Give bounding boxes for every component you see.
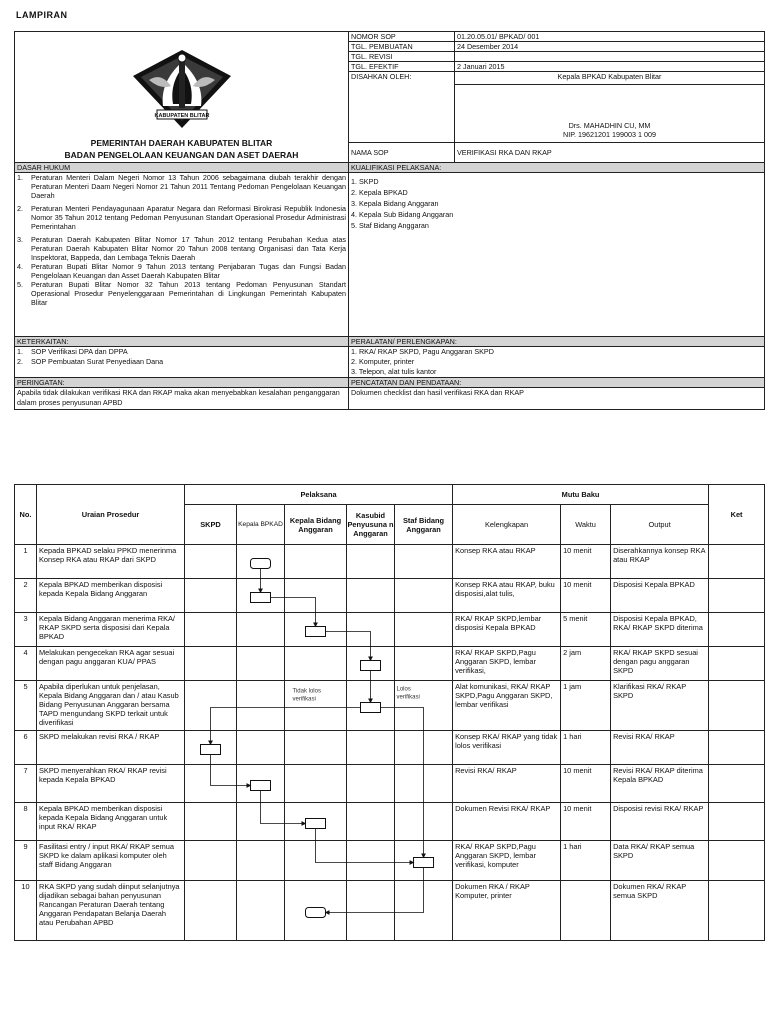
header-uraian: Uraian Prosedur [37, 485, 185, 545]
header-actor-kasubid: Kasubid Penyusuna n Anggaran [347, 505, 395, 545]
lane-kepala-bpkad [237, 647, 285, 681]
procedure-output: Disposisi revisi RKA/ RKAP [611, 803, 709, 841]
procedure-output: Disposisi Kepala BPKAD, RKA/ RKAP SKPD diterima [611, 613, 709, 647]
procedure-no: 9 [15, 841, 37, 881]
lane-skpd [185, 881, 237, 941]
lane-kepala-bpkad [237, 681, 285, 731]
nama-sop-label: NAMA SOP [349, 143, 455, 163]
procedure-ket [709, 613, 765, 647]
header-actor-staf: Staf Bidang Anggaran [395, 505, 453, 545]
kualifikasi-item: 4. Kepala Sub Bidang Anggaran [351, 210, 454, 219]
procedure-ket [709, 881, 765, 941]
procedure-kelengkapan: Alat komunikasi, RKA/ RKAP SKPD,Pagu Anggaran SKPD, lembar verifikasi [453, 681, 561, 731]
lane-kasubid [347, 579, 395, 613]
lane-skpd [185, 681, 237, 731]
lane-kasubid [347, 841, 395, 881]
dasar-hukum-item: 1. Peraturan Menteri Dalam Negeri Nomor 13 Tahun 2006 sebagaimana diubah terakhir dengan Peraturan Menteri Daam Negeri Nomor 21 Tahun 2011 Tentang Pedoman Pengelolaan Keuangan Daerah [17, 173, 346, 200]
lane-skpd [185, 613, 237, 647]
procedure-ket [709, 579, 765, 613]
lane-kasubid [347, 731, 395, 765]
lane-staf [395, 731, 453, 765]
meta-value-nomor: 01.20.05.01/ BPKAD/ 001 [455, 32, 765, 42]
procedure-row [15, 881, 765, 941]
signature-cell [455, 85, 765, 143]
disahkan-title: Kepala BPKAD Kabupaten Blitar [455, 72, 765, 85]
procedure-waktu: 10 menit [561, 803, 611, 841]
procedure-ket [709, 841, 765, 881]
lane-kepala-bpkad [237, 803, 285, 841]
peralatan-item: 3. Telepon, alat tulis kantor [351, 367, 437, 376]
procedure-ket [709, 803, 765, 841]
org-name-line1: PEMERINTAH DAERAH KABUPATEN BLITAR [90, 138, 273, 148]
header-actor-kepala-bpkad: Kepala BPKAD [237, 505, 285, 545]
procedure-uraian: Kepada BPKAD selaku PPKD menerinma Konsep RKA atau RKAP dari SKPD [37, 545, 185, 579]
lane-staf [395, 681, 453, 731]
procedure-no: 2 [15, 579, 37, 613]
procedure-uraian: Fasilitasi entry / input RKA/ RKAP semua SKPD ke dalam aplikasi komputer oleh staff Bidang Anggaran [37, 841, 185, 881]
peringatan-text: Apabila tidak dilakukan verifikasi RKA dan RKAP maka akan menyebabkan kesalahan penganggaran dalam proses penyusunan APBD [15, 388, 349, 410]
lane-staf [395, 803, 453, 841]
lane-kepala-bidang [285, 545, 347, 579]
peralatan-title: PERALATAN/ PERLENGKAPAN: [349, 337, 765, 347]
procedure-no: 5 [15, 681, 37, 731]
procedure-uraian: Kepala BPKAD memberikan disposisi kepada Kepala Bidang Anggaran untuk input RKA/ RKAP [37, 803, 185, 841]
header-waktu: Waktu [561, 505, 611, 545]
lane-kasubid [347, 681, 395, 731]
sop-header-table [14, 31, 765, 410]
procedure-uraian: Melakukan pengecekan RKA agar sesuai dengan pagu anggaran KUA/ PPAS [37, 647, 185, 681]
header-no: No. [15, 485, 37, 545]
lane-kepala-bidang [285, 647, 347, 681]
procedure-ket [709, 731, 765, 765]
procedure-output: Dokumen RKA/ RKAP semua SKPD [611, 881, 709, 941]
peralatan-item: 1. RKA/ RKAP SKPD, Pagu Anggaran SKPD [351, 347, 494, 356]
procedure-table [14, 484, 765, 941]
lane-skpd [185, 803, 237, 841]
flow-label-lolos: Lolos verifikasi [396, 686, 420, 701]
lane-kepala-bidang [285, 803, 347, 841]
lane-kasubid [347, 613, 395, 647]
peringatan-title: PERINGATAN: [15, 378, 349, 388]
procedure-uraian: Kepala BPKAD memberikan disposisi kepada Kepala Bidang Anggaran [37, 579, 185, 613]
lane-skpd [185, 647, 237, 681]
meta-value-efektif: 2 Januari 2015 [455, 62, 765, 72]
procedure-row [15, 647, 765, 681]
lane-skpd [185, 731, 237, 765]
procedure-kelengkapan: Konsep RKA atau RKAP, buku disposisi,alat tulis, [453, 579, 561, 613]
header-kelengkapan: Kelengkapan [453, 505, 561, 545]
procedure-kelengkapan: Konsep RKA atau RKAP [453, 545, 561, 579]
peralatan-item: 2. Komputer, printer [351, 357, 415, 366]
lane-kasubid [347, 881, 395, 941]
lane-kepala-bpkad [237, 881, 285, 941]
lane-kepala-bpkad [237, 731, 285, 765]
kualifikasi-item: 3. Kepala Bidang Anggaran [351, 199, 439, 208]
procedure-row [15, 765, 765, 803]
lane-kepala-bpkad [237, 765, 285, 803]
procedure-output: Diserahkannya konsep RKA atau RKAP [611, 545, 709, 579]
lane-staf [395, 765, 453, 803]
procedure-no: 8 [15, 803, 37, 841]
kualifikasi-list [349, 173, 765, 337]
disahkan-label: DISAHKAN OLEH: [349, 72, 455, 143]
procedure-row [15, 841, 765, 881]
signer-nip: NIP. 19621201 199003 1 009 [563, 130, 656, 139]
header-ket: Ket [709, 485, 765, 545]
lane-skpd [185, 765, 237, 803]
lane-kepala-bidang [285, 731, 347, 765]
lane-staf [395, 613, 453, 647]
dasar-hukum-title: DASAR HUKUM [15, 163, 349, 173]
procedure-uraian: SKPD melakukan revisi RKA / RKAP [37, 731, 185, 765]
procedure-row [15, 803, 765, 841]
lane-skpd [185, 545, 237, 579]
pencatatan-text: Dokumen checklist dan hasil verifikasi RKA dan RKAP [349, 388, 765, 410]
kualifikasi-item: 2. Kepala BPKAD [351, 188, 408, 197]
procedure-no: 6 [15, 731, 37, 765]
procedure-uraian: Apabila diperlukan untuk penjelasan, Kepala Bidang Anggaran dan / atau Kasub Bidang Penyusunan Anggaran bersama TAPD mengundang SKPD terkait untuk diverifikasi [37, 681, 185, 731]
kualifikasi-title: KUALIFIKASI PELAKSANA: [349, 163, 765, 173]
keterkaitan-title: KETERKAITAN: [15, 337, 349, 347]
procedure-kelengkapan: Revisi RKA/ RKAP [453, 765, 561, 803]
lane-staf [395, 647, 453, 681]
procedure-no: 1 [15, 545, 37, 579]
lane-kepala-bidang [285, 579, 347, 613]
lane-kepala-bidang [285, 881, 347, 941]
lane-staf [395, 841, 453, 881]
procedure-ket [709, 681, 765, 731]
procedure-output: RKA/ RKAP SKPD sesuai dengan pagu anggaran SKPD [611, 647, 709, 681]
procedure-waktu: 10 menit [561, 579, 611, 613]
lane-skpd [185, 579, 237, 613]
procedure-no: 7 [15, 765, 37, 803]
signer-name: Drs. MAHADHIN CU, MM [568, 121, 651, 130]
lane-kepala-bidang [285, 765, 347, 803]
keterkaitan-list [15, 347, 349, 378]
organization-cell [15, 32, 349, 163]
org-name-line2: BADAN PENGELOLAAN KEUANGAN DAN ASET DAERAH [64, 150, 299, 160]
peralatan-list [349, 347, 765, 378]
procedure-ket [709, 545, 765, 579]
procedure-row [15, 579, 765, 613]
procedure-uraian: RKA SKPD yang sudah diinput selanjutnya dijadikan sebagai bahan penyusunan Rancangan Peraturan Daerah tentang Anggaran Pendapatan Belanja Daerah atau Perubahan APBD [37, 881, 185, 941]
lane-staf [395, 545, 453, 579]
procedure-output: Revisi RKA/ RKAP [611, 731, 709, 765]
keterkaitan-item: 2. SOP Pembuatan Surat Penyediaan Dana [17, 357, 164, 366]
lane-kepala-bpkad [237, 841, 285, 881]
lane-staf [395, 579, 453, 613]
header-actor-kepala-bidang: Kepala Bidang Anggaran [285, 505, 347, 545]
meta-value-revisi [455, 52, 765, 62]
header-pelaksana: Pelaksana [185, 485, 453, 505]
lane-kasubid [347, 765, 395, 803]
procedure-waktu: 10 menit [561, 765, 611, 803]
procedure-no: 3 [15, 613, 37, 647]
procedure-waktu [561, 881, 611, 941]
nama-sop-value: VERIFIKASI RKA DAN RKAP [455, 143, 765, 163]
procedure-kelengkapan: RKA/ RKAP SKPD,Pagu Anggaran SKPD, lembar verifikasi, [453, 647, 561, 681]
lane-kepala-bpkad [237, 613, 285, 647]
procedure-waktu: 1 hari [561, 731, 611, 765]
kualifikasi-item: 5. Staf Bidang Anggaran [351, 221, 429, 230]
dasar-hukum-item: 4. Peraturan Bupati Blitar Nomor 9 Tahun 2013 tentang Penjabaran Tugas dan Fungsi Badan Pengelolaan Keuangan dan Asset Daerah Kabupaten Blitar [17, 262, 346, 280]
lane-kasubid [347, 545, 395, 579]
keterkaitan-item: 1. SOP Verifikasi DPA dan DPPA [17, 347, 128, 356]
meta-value-pembuatan: 24 Desember 2014 [455, 42, 765, 52]
procedure-row [15, 545, 765, 579]
lane-kasubid [347, 803, 395, 841]
kabupaten-blitar-emblem-icon [127, 46, 237, 132]
lampiran-label: LAMPIRAN [16, 10, 68, 20]
procedure-ket [709, 765, 765, 803]
procedure-waktu: 10 menit [561, 545, 611, 579]
dasar-hukum-item: 2. Peraturan Menteri Pendayagunaan Aparatur Negara dan Reformasi Birokrasi Republik Indonesia Nomor 35 Tahun 2012 tentang Pedoman Penyusunan Standart Operasional Prosedur Administrasi Pemerintahan [17, 204, 346, 231]
procedure-ket [709, 647, 765, 681]
procedure-row [15, 681, 765, 731]
lane-skpd [185, 841, 237, 881]
flow-label-tidak-lolos: Tidak lolos verifikasi [292, 688, 321, 703]
procedure-row [15, 731, 765, 765]
lane-kasubid [347, 647, 395, 681]
procedure-no: 4 [15, 647, 37, 681]
procedure-kelengkapan: RKA/ RKAP SKPD,lembar disposisi Kepala BPKAD [453, 613, 561, 647]
procedure-output: Revisi RKA/ RKAP diterima Kepala BPKAD [611, 765, 709, 803]
lane-kepala-bidang [285, 681, 347, 731]
lane-kepala-bpkad [237, 545, 285, 579]
procedure-no: 10 [15, 881, 37, 941]
dasar-hukum-item: 3. Peraturan Daerah Kabupaten Blitar Nomor 17 Tahun 2012 tentang Perubahan Kedua atas Peraturan Daerah Kabupaten Blitar Nomor 20 Tahun 2008 tentang Organisasi dan Tata Kerja Inspektorat, Bappeda, dan Lembaga Teknis Daerah [17, 235, 346, 262]
procedure-kelengkapan: Konsep RKA/ RKAP yang tidak lolos verifikasi [453, 731, 561, 765]
dasar-hukum-list [15, 173, 349, 337]
procedure-waktu: 5 menit [561, 613, 611, 647]
kualifikasi-item: 1. SKPD [351, 177, 379, 186]
dasar-hukum-item: 5. Peraturan Bupati Blitar Nomor 32 Tahun 2013 tentang Pedoman Penyusunan Standart Operasional Prosedur Penyelenggaraan Pemerintahan di Lingkungan Pemerintah Kabupaten Blitar [17, 280, 346, 307]
meta-label-nomor: NOMOR SOP [349, 32, 455, 42]
lane-staf [395, 881, 453, 941]
procedure-output: Disposisi Kepala BPKAD [611, 579, 709, 613]
pencatatan-title: PENCATATAN DAN PENDATAAN: [349, 378, 765, 388]
lane-kepala-bpkad [237, 579, 285, 613]
procedure-output: Data RKA/ RKAP semua SKPD [611, 841, 709, 881]
procedure-waktu: 1 hari [561, 841, 611, 881]
lane-kepala-bidang [285, 841, 347, 881]
lane-kepala-bidang [285, 613, 347, 647]
procedure-row [15, 613, 765, 647]
meta-label-pembuatan: TGL. PEMBUATAN [349, 42, 455, 52]
procedure-kelengkapan: RKA/ RKAP SKPD,Pagu Anggaran SKPD, lembar verifikasi, komputer [453, 841, 561, 881]
procedure-waktu: 2 jam [561, 647, 611, 681]
procedure-waktu: 1 jam [561, 681, 611, 731]
procedure-uraian: SKPD menyerahkan RKA/ RKAP revisi kepada Kepala BPKAD [37, 765, 185, 803]
procedure-kelengkapan: Dokumen Revisi RKA/ RKAP [453, 803, 561, 841]
procedure-output: Klarifikasi RKA/ RKAP SKPD [611, 681, 709, 731]
meta-label-revisi: TGL. REVISI [349, 52, 455, 62]
procedure-kelengkapan: Dokumen RKA / RKAP Komputer, printer [453, 881, 561, 941]
logo-text: KABUPATEN BLITAR [154, 113, 209, 119]
procedure-uraian: Kepala Bidang Anggaran menerima RKA/ RKAP SKPD serta disposisi dari Kepala BPKAD [37, 613, 185, 647]
meta-label-efektif: TGL. EFEKTIF [349, 62, 455, 72]
header-actor-skpd: SKPD [185, 505, 237, 545]
header-mutu-baku: Mutu Baku [453, 485, 709, 505]
header-output: Output [611, 505, 709, 545]
